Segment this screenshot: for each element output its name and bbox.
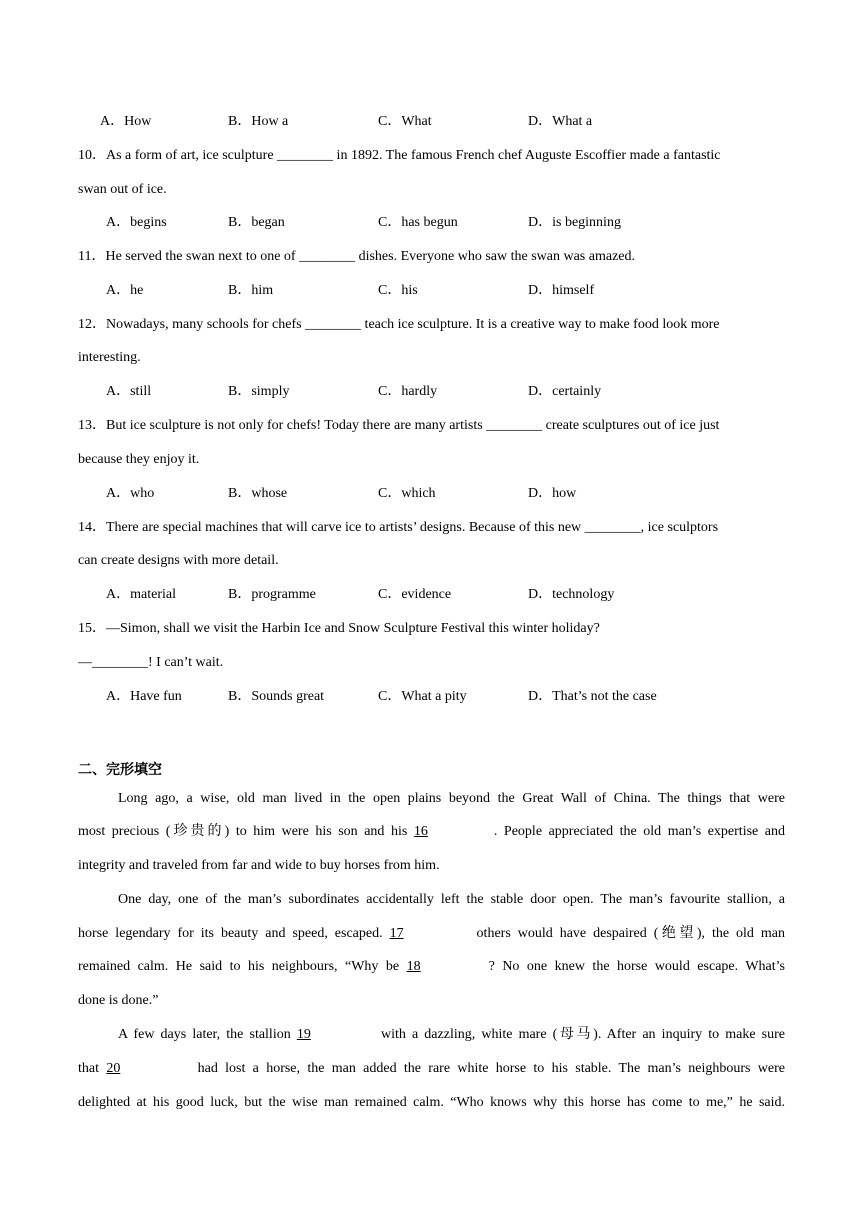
q11-option-d: D．himself: [528, 283, 595, 298]
q15-option-b: B．Sounds great: [228, 689, 325, 704]
passage-p3-line3: delighted at his good luck, but the wise man remained calm. “Who knows why this horse has come to me,” he said.: [78, 1095, 785, 1110]
q14-text-line1: 14．There are special machines that will carve ice to artists’ designs. Because of this new ________, ice sculptors: [78, 520, 719, 535]
q15-text-line2: —________! I can’t wait.: [78, 655, 224, 670]
passage-text: that: [78, 1061, 107, 1076]
q11-options: [0, 281, 860, 301]
q10-text-line1: 10．As a form of art, ice sculpture ________ in 1892. The famous French chef Auguste Escoffier made a fantastic: [78, 148, 721, 163]
blank-19: 19: [296, 1027, 311, 1042]
q10-option-c: C．has begun: [378, 215, 458, 230]
q10-option-a: A．begins: [106, 215, 167, 230]
passage-p2-line1: One day, one of the man’s subordinates accidentally left the stable door open. The man’s favourite stallion, a: [118, 892, 785, 907]
blank-16: 16: [413, 824, 428, 839]
passage-text: horse legendary for its beauty and speed, escaped.: [78, 926, 390, 941]
passage-p2-line3: [78, 957, 785, 977]
q11-option-c: C．his: [378, 283, 418, 298]
q11-option-b: B．him: [228, 283, 274, 298]
passage-text: . People appreciated the old man’s expertise and: [493, 824, 786, 839]
passage-text: A few days later, the stallion: [118, 1027, 297, 1042]
passage-p3-line1: [118, 1025, 785, 1045]
q14-text-line2: can create designs with more detail.: [78, 553, 279, 568]
blank-20: 20: [106, 1061, 121, 1076]
q9-option-a: A．How: [100, 114, 152, 129]
q12-options: [0, 382, 860, 402]
q9-option-d: D．What a: [528, 114, 593, 129]
q10-options: [0, 213, 860, 233]
passage-p1-line1: Long ago, a wise, old man lived in the open plains beyond the Great Wall of China. The things that were: [118, 791, 785, 806]
q13-text-line1: 13．But ice sculpture is not only for chefs! Today there are many artists ________ create sculptures out of ice just: [78, 418, 720, 433]
passage-text: with a dazzling, white mare (母马). After an inquiry to make sure: [374, 1027, 786, 1042]
q12-option-b: B．simply: [228, 384, 290, 399]
q12-option-d: D．certainly: [528, 384, 602, 399]
q10-option-d: D．is beginning: [528, 215, 621, 230]
q13-option-c: C．which: [378, 486, 436, 501]
q10-text-line2: swan out of ice.: [78, 182, 167, 197]
passage-p2-line2: [78, 924, 785, 944]
q9-options: [0, 112, 860, 132]
passage-p1-line3: integrity and traveled from far and wide to buy horses from him.: [78, 858, 440, 873]
q15-options: [0, 687, 860, 707]
passage-p1-line2: [78, 822, 785, 842]
passage-text: ? No one knew the horse would escape. What’s: [488, 959, 786, 974]
q14-option-d: D．technology: [528, 587, 615, 602]
q12-text-line2: interesting.: [78, 350, 141, 365]
q9-option-b: B．How a: [228, 114, 289, 129]
passage-text: remained calm. He said to his neighbours, “Why be: [78, 959, 407, 974]
q14-option-a: A．material: [106, 587, 176, 602]
blank-18: 18: [406, 959, 421, 974]
q14-option-c: C．evidence: [378, 587, 452, 602]
q9-option-c: C．What: [378, 114, 432, 129]
passage-p2-line4: done is done.”: [78, 993, 159, 1008]
q13-option-a: A．who: [106, 486, 155, 501]
q15-text-line1: 15．—Simon, shall we visit the Harbin Ice and Snow Sculpture Festival this winter holiday?: [78, 621, 600, 636]
passage-text: most precious (珍贵的) to him were his son and his: [78, 824, 414, 839]
passage-p3-line2: [78, 1059, 785, 1079]
section-title: 二、完形填空: [78, 762, 162, 778]
passage-text: others would have despaired (绝望), the old man: [469, 926, 785, 941]
q13-option-d: D．how: [528, 486, 577, 501]
blank-17: 17: [389, 926, 404, 941]
q13-text-line2: because they enjoy it.: [78, 452, 200, 467]
q13-options: [0, 484, 860, 504]
q15-option-d: D．That’s not the case: [528, 689, 657, 704]
q14-option-b: B．programme: [228, 587, 316, 602]
q14-options: [0, 585, 860, 605]
q11-option-a: A．he: [106, 283, 144, 298]
q13-option-b: B．whose: [228, 486, 288, 501]
q12-option-c: C．hardly: [378, 384, 438, 399]
q15-option-c: C．What a pity: [378, 689, 467, 704]
passage-text: had lost a horse, the man added the rare white horse to his stable. The man’s neighbours were: [190, 1061, 785, 1076]
q12-option-a: A．still: [106, 384, 152, 399]
q10-option-b: B．began: [228, 215, 285, 230]
q11-text-line1: 11．He served the swan next to one of ________ dishes. Everyone who saw the swan was amazed.: [78, 249, 636, 264]
q15-option-a: A．Have fun: [106, 689, 182, 704]
q12-text-line1: 12．Nowadays, many schools for chefs ________ teach ice sculpture. It is a creative way to make food look more: [78, 317, 720, 332]
